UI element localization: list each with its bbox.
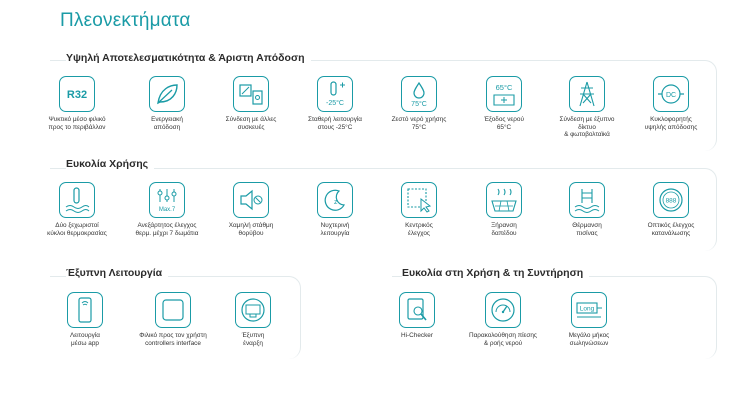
feature-label: Έξοδος νερού 65°C (484, 116, 524, 131)
hot-water-icon (401, 76, 437, 112)
feature-low-noise (214, 182, 288, 237)
feature-circulator (634, 76, 708, 131)
feature-label: Ψυκτικό μέσο φιλικό προς το περιβάλλον (48, 116, 106, 131)
feature-grid-solar (550, 76, 624, 139)
feature-independent-control (130, 182, 204, 237)
feature-label: Σύνδεση με άλλες συσκευές (225, 116, 277, 131)
feature-label: Κεντρικός έλεγχος (405, 222, 433, 237)
feature-hot-water (382, 76, 456, 131)
feature-label: Μεγάλο μήκος σωληνώσεων (568, 332, 610, 347)
pressure-flow-icon (485, 292, 521, 328)
feature-label: Έξυπνη έναρξη (241, 332, 265, 347)
night-mode-icon (317, 182, 353, 218)
long-piping-icon (571, 292, 607, 328)
dual-circuit-thermometer-icon (59, 182, 95, 218)
feature-label: Θέρμανση πισίνας (572, 222, 602, 237)
feature-label: Ζεστό νερό χρήσης 75°C (391, 116, 447, 131)
feature-floor-drying (467, 182, 541, 237)
feature-label: Φιλικό προς τον χρήστη controllers interface (139, 332, 207, 347)
svg-text:Max.7: Max.7 (158, 207, 176, 213)
performance-title: Υψηλή Αποτελεσματικότητα & Άριστη Απόδοση (66, 52, 311, 64)
feature-label: Hi-Checker (401, 332, 433, 339)
feature-device-connection (214, 76, 288, 131)
svg-text:Long: Long (579, 305, 595, 313)
svg-text:z: z (334, 199, 338, 206)
feature-water-outlet (467, 76, 541, 131)
usability-title: Ευκολία Χρήσης (66, 158, 154, 170)
feature-efficiency (130, 76, 204, 131)
smart-title: Έξυπνη Λειτουργία (66, 267, 168, 279)
independent-control-icon (149, 182, 185, 218)
low-temperature-icon (317, 76, 353, 112)
circulator-pump-icon (653, 76, 689, 112)
low-noise-icon (233, 182, 269, 218)
feature-low-temp (298, 76, 372, 131)
feature-r32 (40, 76, 114, 131)
feature-hi-checker (380, 292, 454, 340)
feature-label: Λειτουργία μέσω app (70, 332, 100, 347)
floor-drying-icon (486, 182, 522, 218)
feature-pressure-flow (466, 292, 540, 347)
feature-controller-interface (136, 292, 210, 347)
feature-smart-start (216, 292, 290, 347)
feature-label: Χαμηλή στάθμη θορύβου (228, 222, 274, 237)
feature-label: Ανεξάρτητος έλεγχος θερμ. μέχρι 7 δωμάτια (135, 222, 199, 237)
pool-heating-icon (569, 182, 605, 218)
page-title: Πλεονεκτήματα (60, 10, 191, 31)
svg-text:75°C: 75°C (411, 101, 427, 108)
feature-phone-app (48, 292, 122, 347)
feature-label: Νυχτερινή λειτουργία (320, 222, 350, 237)
feature-label: Ξήρανση δαπέδου (491, 222, 517, 237)
feature-label: Σύνδεση με έξυπνο δίκτυο & φωτοβολταϊκά (559, 116, 615, 139)
controller-interface-icon (155, 292, 191, 328)
svg-text:-25°C: -25°C (326, 100, 344, 107)
svg-text:888: 888 (665, 197, 677, 205)
feature-label: Σταθερή λειτουργία στους -25°C (307, 116, 363, 131)
feature-pool-heating (550, 182, 624, 237)
feature-energy-monitor (634, 182, 708, 237)
svg-text:65°C: 65°C (495, 83, 513, 92)
hi-checker-icon (399, 292, 435, 328)
feature-label: Παρακολούθηση πίεσης & ροής νερού (469, 332, 537, 347)
grid-solar-icon (569, 76, 605, 112)
feature-long-piping (552, 292, 626, 347)
water-outlet-icon (486, 76, 522, 112)
feature-central-control (382, 182, 456, 237)
feature-label: Δύο ξεχωριστοί κύκλοι θερμοκρασίας (47, 222, 107, 237)
smart-start-icon (235, 292, 271, 328)
central-control-icon (401, 182, 437, 218)
feature-dual-circuit (40, 182, 114, 237)
feature-label: Κυκλοφορητής υψηλής απόδοσης (644, 116, 698, 131)
phone-app-icon (67, 292, 103, 328)
r32-refrigerant-icon (59, 76, 95, 112)
feature-night-mode (298, 182, 372, 237)
feature-label: Οπτικός έλεγχος κατανάλωσης (647, 222, 695, 237)
svg-text:R32: R32 (66, 89, 88, 101)
energy-monitor-icon (653, 182, 689, 218)
device-connection-icon (233, 76, 269, 112)
leaf-efficiency-icon (149, 76, 185, 112)
svg-text:DC: DC (665, 92, 677, 99)
maintenance-title: Ευκολία στη Χρήση & τη Συντήρηση (402, 267, 589, 279)
feature-label: Ενεργειακή απόδοση (151, 116, 183, 131)
